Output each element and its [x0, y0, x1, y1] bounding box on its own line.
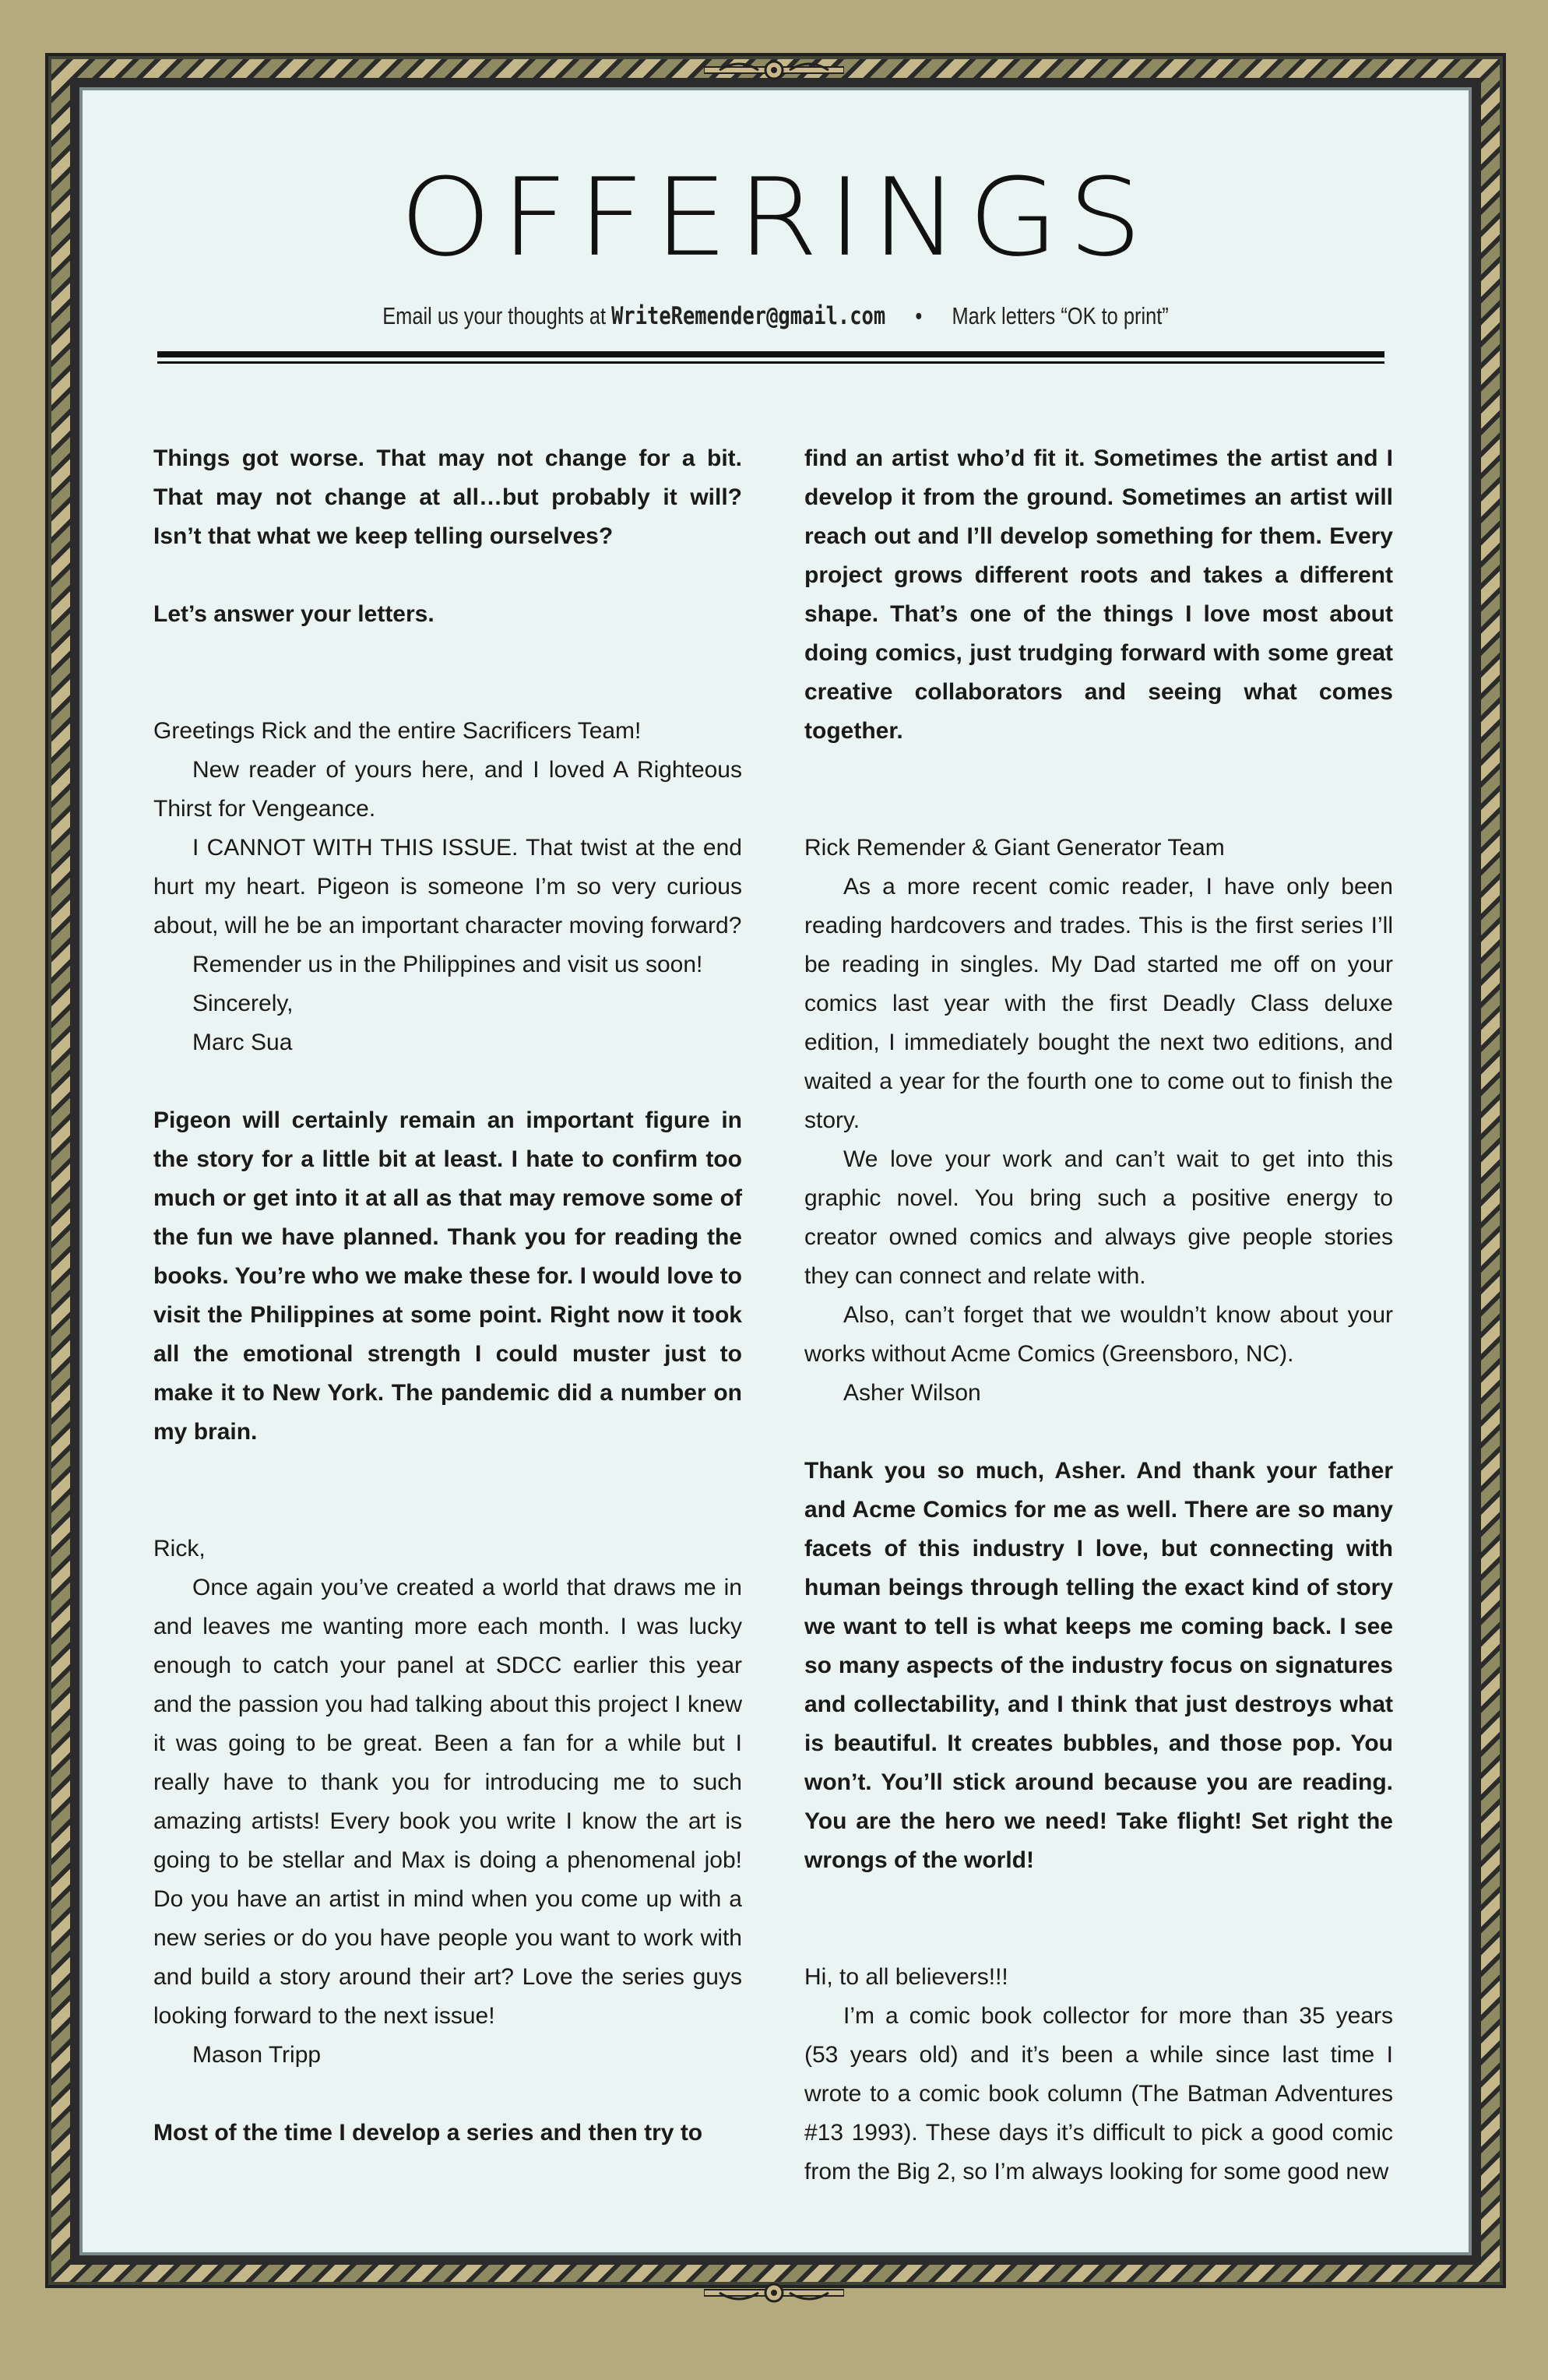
top-ornament-icon: [704, 56, 844, 84]
letter-3-para: We love your work and can’t wait to get into this graphic novel. You bring such a positive energy to creator owned comics and always give people stories they can connect and relate with.: [804, 1146, 1393, 1289]
editor-intro: Things got worse. That may not change for a bit. That may not change at all…but probably it will? Isn’t that what we keep telling ourselves?: [153, 445, 742, 549]
letter-1-para: New reader of yours here, and I loved A Righteous Thirst for Vengeance.: [153, 757, 742, 822]
page-title: OFFERINGS: [399, 155, 1152, 281]
editor-intro-2: Let’s answer your letters.: [153, 601, 434, 627]
contact-line: [205, 301, 1346, 332]
left-column: [153, 439, 742, 2153]
letter-1-author: Marc Sua: [192, 1030, 293, 1055]
letter-4-greeting: Hi, to all believers!!!: [804, 1964, 1008, 1990]
letter-3-para: Also, can’t forget that we wouldn’t know about your works without Acme Comics (Greensboro, NC).: [804, 1302, 1393, 1367]
letter-3-para: As a more recent comic reader, I have only been reading hardcovers and trades. This is the first series I’ll be reading in singles. My Dad started me off on your comics last year with the first Deadly Class deluxe edition, I immediately bought the next two editions, and waited a year for the fourth one to come out to finish the story.: [804, 874, 1393, 1133]
header-rule-thin: [157, 361, 1384, 364]
letter-2-author: Mason Tripp: [192, 2042, 322, 2068]
letter-1-signoff: Sincerely,: [192, 991, 294, 1016]
bottom-ornament-icon: [704, 2279, 844, 2307]
email-prefix: Email us your thoughts at: [382, 302, 607, 329]
reply-2-continued: find an artist who’d fit it. Sometimes the artist and I develop it from the ground. Sometimes an artist will reach out and I’ll develop something for them. Every project grows different roots and takes a different shape. That’s one of the things I love most about doing comics, just trudging forward with some great creative collaborators and seeing what comes together.: [804, 445, 1393, 744]
header-rule-thick: [157, 351, 1384, 357]
letter-2-para: Once again you’ve created a world that draws me in and leaves me wanting more each month. I was lucky enough to catch your panel at SDCC earlier this year and the passion you had talking about this project I knew it was going to be great. Been a fan for a while but I really have to thank you for introducing me to such amazing artists! Every book you write I know the art is going to be stellar and Max is doing a phenomenal job! Do you have an artist in mind when you come up with a new series or do you have people you want to work with and build a story around their art? Love the series guys looking forward to the next issue!: [153, 1575, 742, 2029]
letter-1-greeting: Greetings Rick and the entire Sacrificers Team!: [153, 718, 642, 744]
letter-4-para: I’m a comic book collector for more than 35 years (53 years old) and it’s been a while since last time I wrote to a comic book column (The Batman Adventures #13 1993). These days it’s difficult to pick a good comic from the Big 2, so I’m always looking for some good new: [804, 2003, 1393, 2185]
separator-bullet: •: [915, 302, 923, 329]
reply-1: Pigeon will certainly remain an important figure in the story for a little bit at least. I hate to confirm too much or get into it at all as that may remove some of the fun we have planned. Thank you for reading the books. You’re who we make these for. I would love to visit the Philippines at some point. Right now it took all the emotional strength I could muster just to make it to New York. The pandemic did a number on my brain.: [153, 1107, 742, 1445]
letter-1-para: Remender us in the Philippines and visit us soon!: [192, 952, 703, 977]
email-address[interactable]: WriteRemender@gmail.com: [611, 302, 886, 330]
letter-3-greeting: Rick Remender & Giant Generator Team: [804, 835, 1225, 861]
reply-2-start: Most of the time I develop a series and then try to: [153, 2120, 703, 2146]
letter-3-author: Asher Wilson: [843, 1380, 981, 1406]
reply-3: Thank you so much, Asher. And thank your father and Acme Comics for me as well. There are so many facets of this industry I love, but connecting with human beings through telling the exact kind of story we want to tell is what keeps me coming back. I see so many aspects of the industry focus on signatures and collectability, and I think that just destroys what is beautiful. It creates bubbles, and those pop. You won’t. You’ll stick around because you are reading. You are the hero we need! Take flight! Set right the wrongs of the world!: [804, 1458, 1393, 1873]
letter-1-para: I CANNOT WITH THIS ISSUE. That twist at the end hurt my heart. Pigeon is someone I’m so very curious about, will he be an important character moving forward?: [153, 835, 742, 938]
letter-2-greeting: Rick,: [153, 1536, 206, 1561]
print-note: Mark letters “OK to print”: [952, 302, 1169, 329]
right-column: [804, 439, 1393, 2192]
